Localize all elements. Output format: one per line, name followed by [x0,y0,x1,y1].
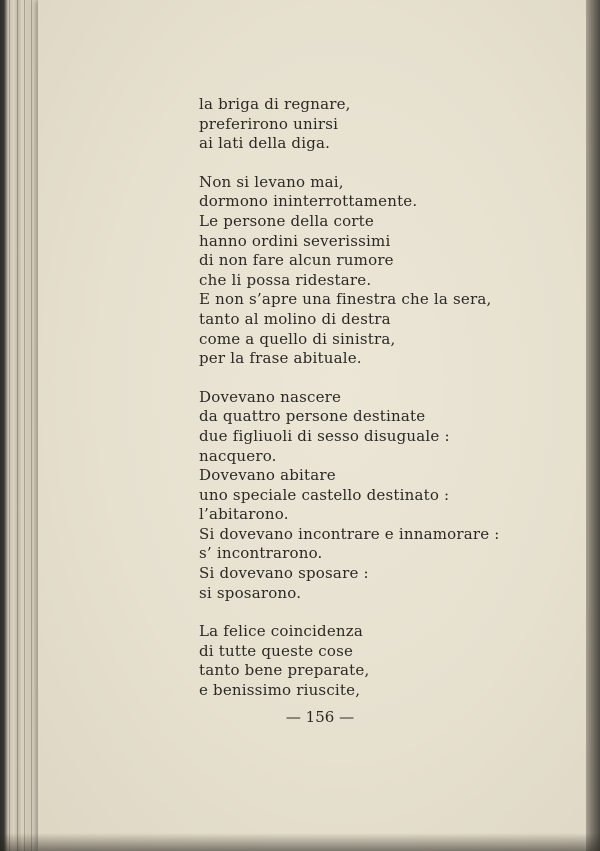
page-number-row [0,708,600,726]
poem-line: di tutte queste cose [199,641,354,660]
poem-line: nacquero. [199,446,277,465]
poem-line: Si dovevano incontrare e innamorare : [199,524,500,543]
poem-line: da quattro persone destinate [199,407,426,426]
poem-line: E non s’apre una finestra che la sera, [199,290,492,309]
poem-line: l’abitarono. [199,505,289,524]
poem-line: ai lati della diga. [199,134,331,153]
poem-line: dormono ininterrottamente. [199,192,418,211]
poem-line: che li possa ridestare. [199,270,372,289]
poem-text [199,95,519,720]
poem-line: s’ incontrarono. [199,544,323,563]
poem-line: di non fare alcun rumore [199,251,394,270]
poem-line: preferirono unirsi [199,114,339,133]
poem-line: per la frase abituale. [199,349,362,368]
poem-line: Non si levano mai, [199,172,344,191]
stanza [199,622,519,700]
poem-line: uno speciale castello destinato : [199,485,450,504]
poem-line: La felice coincidenza [199,622,364,641]
poem-line: tanto bene preparate, [199,661,370,680]
poem-line: e benissimo riuscite, [199,681,361,700]
bottom-shadow [0,833,600,851]
poem-line: Dovevano nascere [199,387,342,406]
poem-line: Le persone della corte [199,211,374,230]
poem-line: Dovevano abitare [199,466,336,485]
stanza [199,173,519,369]
poem-line: tanto al molino di destra [199,309,391,328]
stanza [199,388,519,604]
poem-line: hanno ordini severissimi [199,231,391,250]
poem-line: la briga di regnare, [199,95,351,113]
poem-line: si sposarono. [199,583,302,602]
page-number: — 156 — [285,708,355,726]
stanza [199,95,519,154]
poem-line: come a quello di sinistra, [199,329,396,348]
poem-line: due figliuoli di sesso disuguale : [199,426,450,445]
poem-line: Si dovevano sposare : [199,564,369,583]
